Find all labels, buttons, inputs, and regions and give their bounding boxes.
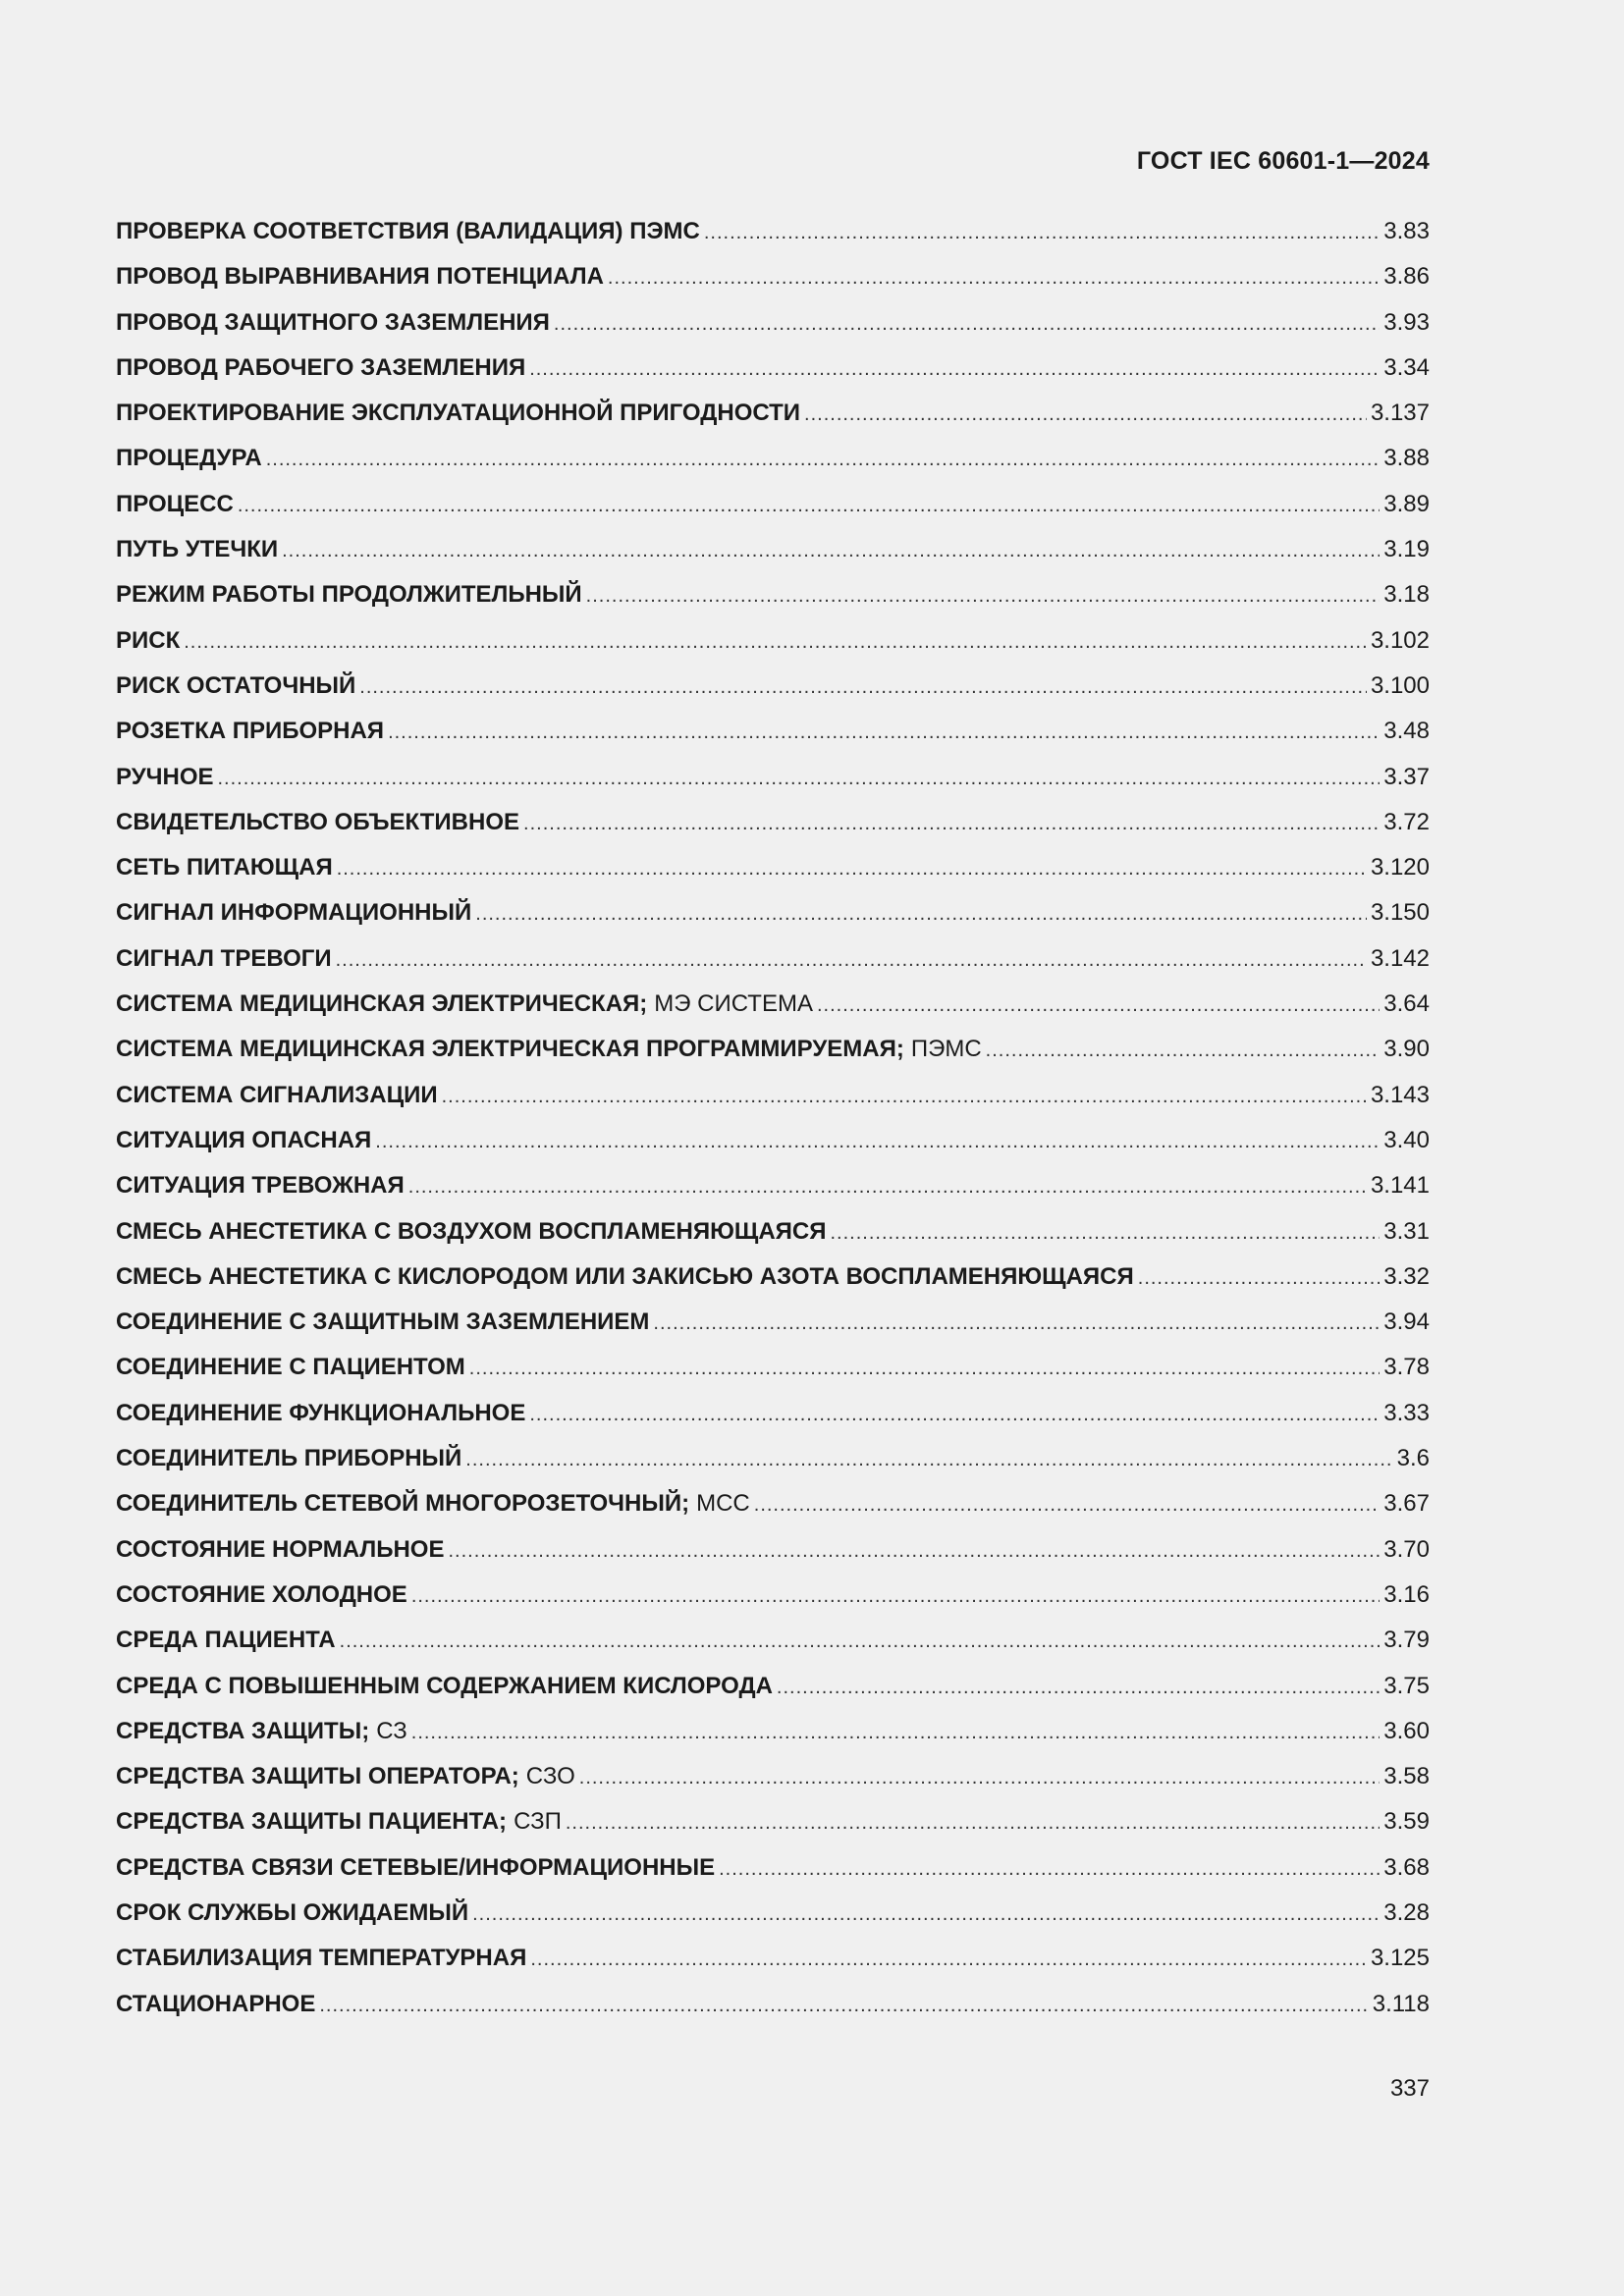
index-term: РИСК ОСТАТОЧНЫЙ (116, 671, 356, 699)
index-term: ПРОВОД ЗАЩИТНОГО ЗАЗЕМЛЕНИЯ (116, 308, 550, 336)
index-term: СВИДЕТЕЛЬСТВО ОБЪЕКТИВНОЕ (116, 808, 520, 835)
index-term: ПРОЦЕСС (116, 490, 234, 517)
index-reference: 3.141 (1370, 1172, 1430, 1200)
index-reference: 3.72 (1383, 808, 1430, 835)
index-reference: 3.28 (1383, 1898, 1430, 1926)
index-entry (116, 1899, 1430, 1945)
index-term: СОЕДИНИТЕЛЬ СЕТЕВОЙ МНОГОРОЗЕТОЧНЫЙ; (116, 1490, 690, 1518)
index-entry (116, 400, 1430, 445)
index-reference: 3.59 (1383, 1808, 1430, 1836)
index-reference: 3.32 (1383, 1262, 1430, 1290)
dot-leader (472, 1899, 1380, 1927)
index-entry (116, 1445, 1430, 1490)
index-reference: 3.31 (1383, 1217, 1430, 1245)
index-entry (116, 445, 1430, 490)
index-reference: 3.58 (1383, 1763, 1430, 1790)
dot-leader (475, 899, 1367, 927)
index-entry (116, 1581, 1430, 1627)
index-entry (116, 899, 1430, 944)
index-reference: 3.143 (1370, 1081, 1430, 1108)
index-entry (116, 854, 1430, 899)
dot-leader (986, 1036, 1380, 1063)
index-term: СЕТЬ ПИТАЮЩАЯ (116, 854, 333, 881)
dot-leader (817, 990, 1380, 1018)
index-entry (116, 1854, 1430, 1899)
index-entry (116, 1036, 1430, 1081)
index-entry (116, 1354, 1430, 1399)
index-term: СРЕДСТВА ЗАЩИТЫ ПАЦИЕНТА; (116, 1808, 508, 1836)
index-entry (116, 1263, 1430, 1308)
dot-leader (337, 854, 1367, 881)
index-entry (116, 1763, 1430, 1808)
index-reference: 3.137 (1370, 400, 1430, 427)
index-reference: 3.79 (1383, 1627, 1430, 1654)
index-entry (116, 1945, 1430, 1990)
dot-leader (529, 1400, 1380, 1427)
index-reference: 3.94 (1383, 1308, 1430, 1336)
index-reference: 3.86 (1383, 263, 1430, 291)
index-entry (116, 1490, 1430, 1535)
index-term: СИСТЕМА СИГНАЛИЗАЦИИ (116, 1081, 438, 1108)
index-term: СРОК СЛУЖБЫ ОЖИДАЕМЫЙ (116, 1898, 469, 1926)
index-reference: 3.6 (1396, 1445, 1430, 1472)
index-reference: 3.125 (1370, 1945, 1430, 1972)
index-reference: 3.60 (1383, 1717, 1430, 1744)
page-header-title: ГОСТ IEC 60601-1—2024 (1136, 147, 1430, 175)
dot-leader (754, 1490, 1380, 1518)
index-term: РУЧНОЕ (116, 763, 214, 790)
dot-leader (340, 1627, 1380, 1654)
index-term: СИТУАЦИЯ ОПАСНАЯ (116, 1126, 372, 1153)
dot-leader (469, 1354, 1380, 1381)
index-reference: 3.16 (1383, 1580, 1430, 1608)
index-term: СМЕСЬ АНЕСТЕТИКА С ВОЗДУХОМ ВОСПЛАМЕНЯЮЩАЯСЯ (116, 1217, 827, 1245)
dot-leader (608, 263, 1380, 291)
index-entry (116, 1127, 1430, 1172)
index-entry (116, 672, 1430, 718)
index-term: СИТУАЦИЯ ТРЕВОЖНАЯ (116, 1172, 405, 1200)
index-entry (116, 809, 1430, 854)
index-term: РИСК (116, 626, 181, 654)
index-term: ПРОЕКТИРОВАНИЕ ЭКСПЛУАТАЦИОННОЙ ПРИГОДНОСТИ (116, 400, 801, 427)
index-reference: 3.100 (1370, 671, 1430, 699)
index-entry (116, 309, 1430, 354)
index-term: СОЕДИНЕНИЕ ФУНКЦИОНАЛЬНОЕ (116, 1399, 526, 1426)
dot-leader (529, 354, 1380, 382)
index-term-abbreviation: МЭ СИСТЕМА (654, 990, 813, 1018)
dot-leader (530, 1945, 1367, 1972)
dot-leader (184, 627, 1367, 655)
index-term: СМЕСЬ АНЕСТЕТИКА С КИСЛОРОДОМ ИЛИ ЗАКИСЬЮ АЗОТА ВОСПЛАМЕНЯЮЩАЯСЯ (116, 1262, 1134, 1290)
index-entry (116, 1718, 1430, 1763)
dot-leader (442, 1082, 1367, 1109)
index-term: ПРОЦЕДУРА (116, 445, 262, 472)
index-entry (116, 1082, 1430, 1127)
index-reference: 3.75 (1383, 1672, 1430, 1699)
index-term: РОЗЕТКА ПРИБОРНАЯ (116, 718, 385, 745)
index-reference: 3.102 (1370, 626, 1430, 654)
index-entry (116, 627, 1430, 672)
index-entry (116, 581, 1430, 626)
index-term: СИГНАЛ ТРЕВОГИ (116, 944, 332, 972)
dot-leader (804, 400, 1367, 427)
index-term-abbreviation: СЗ (376, 1717, 407, 1744)
index-reference: 3.40 (1383, 1126, 1430, 1153)
index-term: ПУТЬ УТЕЧКИ (116, 536, 279, 563)
dot-leader (408, 1172, 1367, 1200)
dot-leader (375, 1127, 1380, 1154)
index-term: СОСТОЯНИЕ НОРМАЛЬНОЕ (116, 1535, 445, 1563)
index-entry (116, 1808, 1430, 1853)
dot-leader (359, 672, 1367, 700)
index-entry (116, 1536, 1430, 1581)
index-reference: 3.83 (1383, 218, 1430, 244)
index-entry (116, 1172, 1430, 1217)
index-term: СТАЦИОНАРНОЕ (116, 1990, 316, 2017)
dot-leader (566, 1808, 1380, 1836)
index-term: СРЕДА С ПОВЫШЕННЫМ СОДЕРЖАНИЕМ КИСЛОРОДА (116, 1672, 773, 1699)
index-reference: 3.88 (1383, 445, 1430, 472)
index-entry (116, 1991, 1430, 2036)
index-term: СРЕДА ПАЦИЕНТА (116, 1627, 336, 1654)
index-term: СИСТЕМА МЕДИЦИНСКАЯ ЭЛЕКТРИЧЕСКАЯ; (116, 990, 648, 1018)
index-reference: 3.37 (1383, 763, 1430, 790)
index-term: СРЕДСТВА ЗАЩИТЫ; (116, 1717, 370, 1744)
index-term: СИСТЕМА МЕДИЦИНСКАЯ ЭЛЕКТРИЧЕСКАЯ ПРОГРАММИРУЕМАЯ; (116, 1036, 904, 1063)
index-entry (116, 1627, 1430, 1672)
index-term: СОЕДИНИТЕЛЬ ПРИБОРНЫЙ (116, 1445, 462, 1472)
index-entry (116, 1673, 1430, 1718)
index-reference: 3.150 (1370, 899, 1430, 927)
dot-leader (830, 1218, 1380, 1246)
index-entry (116, 354, 1430, 400)
dot-leader (282, 536, 1380, 563)
index-reference: 3.19 (1383, 536, 1430, 563)
index-reference: 3.120 (1370, 854, 1430, 881)
dot-leader (465, 1445, 1392, 1472)
index-term-abbreviation: СЗО (525, 1763, 575, 1790)
index-entry (116, 536, 1430, 581)
index-entry (116, 491, 1430, 536)
dot-leader (719, 1854, 1380, 1882)
dot-leader (411, 1718, 1380, 1745)
index-reference: 3.118 (1372, 1990, 1430, 2017)
index-entry (116, 1218, 1430, 1263)
index-reference: 3.67 (1383, 1490, 1430, 1518)
index-reference: 3.48 (1383, 718, 1430, 745)
index-entry (116, 764, 1430, 809)
dot-leader (238, 491, 1380, 518)
index-reference: 3.70 (1383, 1535, 1430, 1563)
index-list (116, 218, 1430, 2036)
dot-leader (448, 1536, 1380, 1564)
index-entry (116, 1308, 1430, 1354)
dot-leader (579, 1763, 1380, 1790)
dot-leader (523, 809, 1380, 836)
dot-leader (388, 718, 1380, 745)
index-entry (116, 718, 1430, 763)
index-term: СОЕДИНЕНИЕ С ПАЦИЕНТОМ (116, 1354, 465, 1381)
dot-leader (554, 309, 1380, 337)
dot-leader (218, 764, 1380, 791)
index-term-abbreviation: ПЭМС (910, 1036, 982, 1063)
index-term: СОЕДИНЕНИЕ С ЗАЩИТНЫМ ЗАЗЕМЛЕНИЕМ (116, 1308, 650, 1336)
page-number: 337 (1389, 2075, 1430, 2102)
index-term-abbreviation: СЗП (514, 1808, 562, 1836)
index-term: СТАБИЛИЗАЦИЯ ТЕМПЕРАТУРНАЯ (116, 1945, 527, 1972)
index-entry (116, 945, 1430, 990)
index-term: ПРОВОД РАБОЧЕГО ЗАЗЕМЛЕНИЯ (116, 353, 526, 381)
dot-leader (411, 1581, 1380, 1609)
index-term: СОСТОЯНИЕ ХОЛОДНОЕ (116, 1580, 407, 1608)
index-term-abbreviation: МСС (696, 1490, 750, 1518)
dot-leader (266, 445, 1380, 472)
index-term: СРЕДСТВА СВЯЗИ СЕТЕВЫЕ/ИНФОРМАЦИОННЫЕ (116, 1853, 716, 1881)
index-reference: 3.89 (1383, 490, 1430, 517)
index-reference: 3.78 (1383, 1354, 1430, 1381)
index-reference: 3.93 (1383, 308, 1430, 336)
index-entry (116, 218, 1430, 263)
index-term: ПРОВОД ВЫРАВНИВАНИЯ ПОТЕНЦИАЛА (116, 263, 604, 291)
index-reference: 3.68 (1383, 1853, 1430, 1881)
dot-leader (1138, 1263, 1380, 1291)
index-reference: 3.34 (1383, 353, 1430, 381)
index-term: СИГНАЛ ИНФОРМАЦИОННЫЙ (116, 899, 472, 927)
dot-leader (586, 581, 1380, 609)
index-reference: 3.142 (1370, 944, 1430, 972)
index-term: СРЕДСТВА ЗАЩИТЫ ОПЕРАТОРА; (116, 1763, 519, 1790)
index-term: РЕЖИМ РАБОТЫ ПРОДОЛЖИТЕЛЬНЫЙ (116, 581, 582, 609)
dot-leader (704, 218, 1380, 245)
dot-leader (319, 1991, 1368, 2018)
index-entry (116, 1400, 1430, 1445)
index-reference: 3.33 (1383, 1399, 1430, 1426)
dot-leader (336, 945, 1367, 973)
index-term: ПРОВЕРКА СООТВЕТСТВИЯ (ВАЛИДАЦИЯ) ПЭМС (116, 218, 700, 244)
index-entry (116, 990, 1430, 1036)
index-entry (116, 263, 1430, 308)
dot-leader (777, 1673, 1380, 1700)
index-reference: 3.90 (1383, 1036, 1430, 1063)
dot-leader (653, 1308, 1380, 1336)
index-reference: 3.18 (1383, 581, 1430, 609)
index-reference: 3.64 (1383, 990, 1430, 1018)
